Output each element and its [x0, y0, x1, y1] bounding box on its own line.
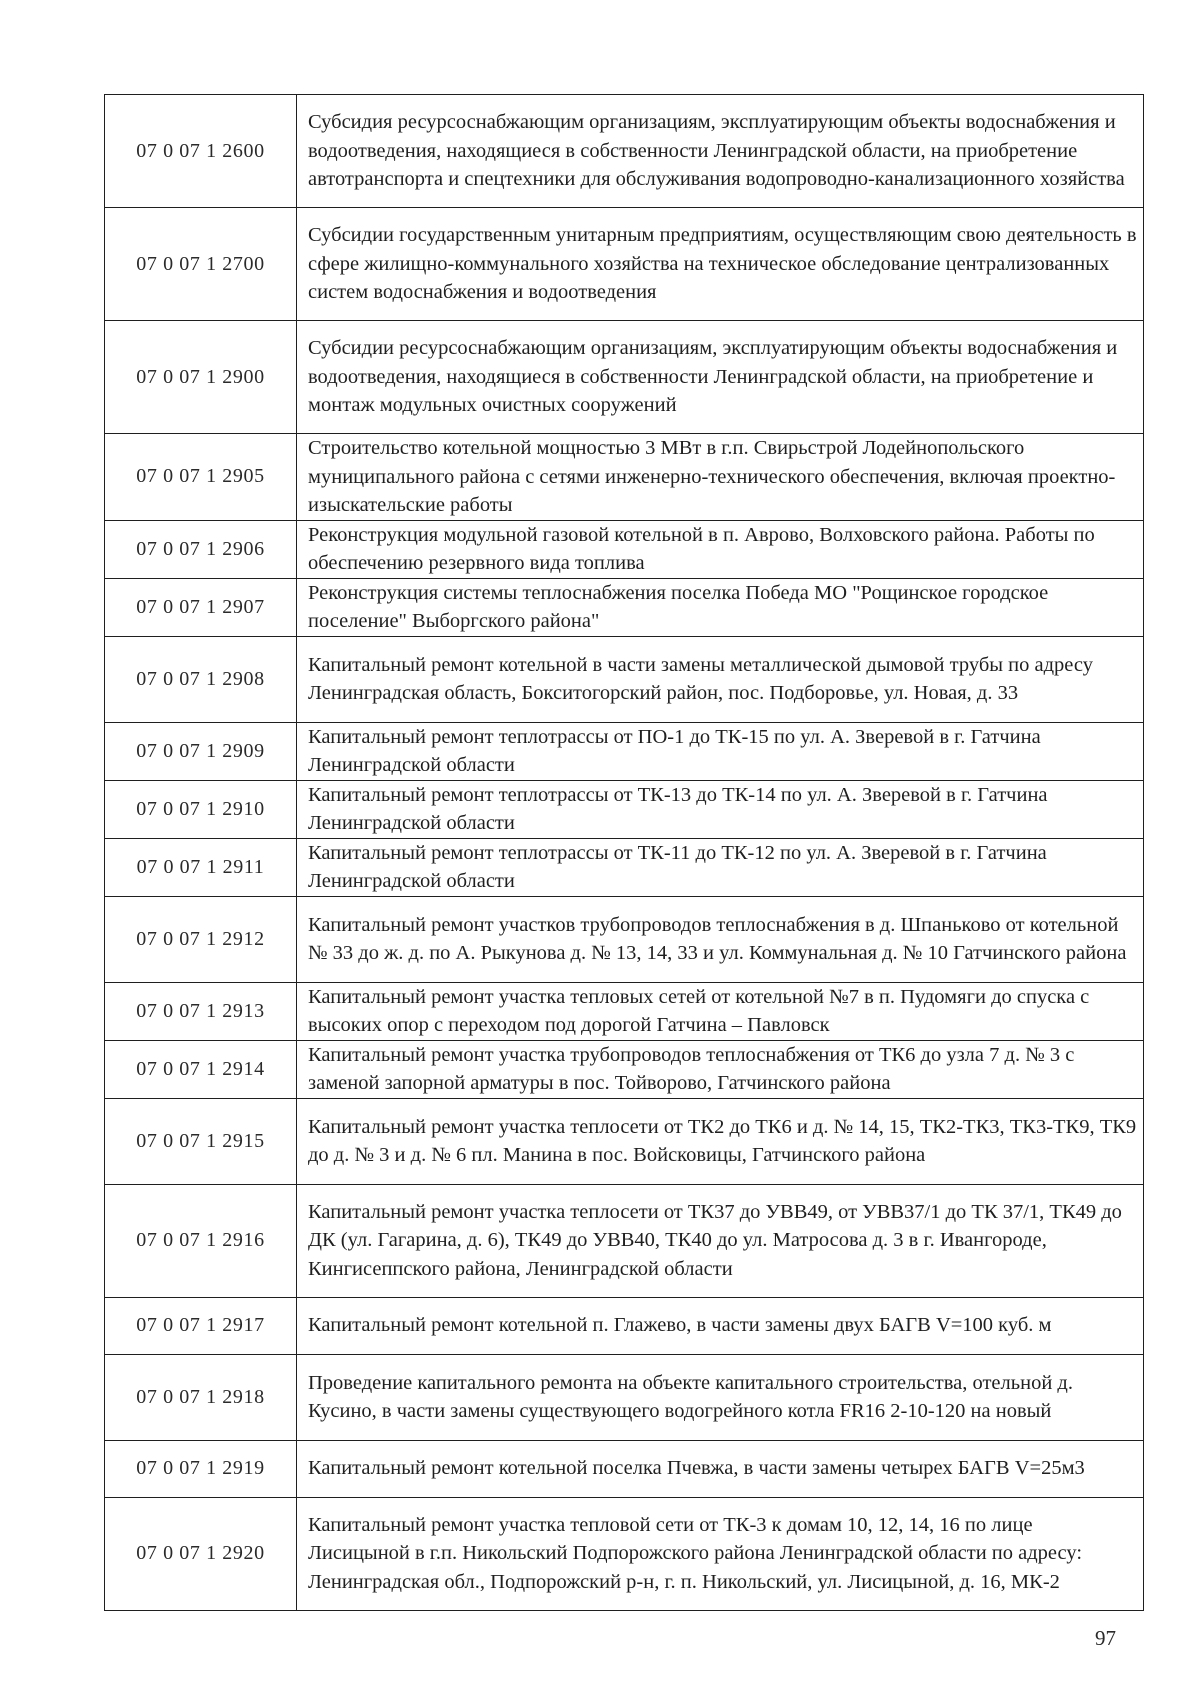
- expense-description: Реконструкция модульной газовой котельной в п. Аврово, Волховского района. Работы по обеспечению резервного вида топлива: [297, 520, 1144, 578]
- classification-code: 07 0 07 1 2920: [105, 1497, 297, 1610]
- table-row: [105, 838, 1144, 896]
- classification-code: 07 0 07 1 2915: [105, 1098, 297, 1184]
- classification-code: 07 0 07 1 2908: [105, 636, 297, 722]
- expense-description: Проведение капитального ремонта на объекте капитального строительства, отельной д. Кусино, в части замены существующего водогрейного котла FR16 2-10-120 на новый: [297, 1354, 1144, 1440]
- expense-description: Субсидия ресурсоснабжающим организациям, эксплуатирующим объекты водоснабжения и водоотведения, находящиеся в собственности Ленинградской области, на приобретение автотранспорта и спецтехники для обслуживания водопроводно-канализационного хозяйства: [297, 95, 1144, 208]
- table-row: [105, 578, 1144, 636]
- expense-description: Капитальный ремонт участка теплосети от ТК2 до ТК6 и д. № 14, 15, ТК2-ТК3, ТК3-ТК9, ТК9 до д. № 3 и д. № 6 пл. Манина в пос. Войсковицы, Гатчинского района: [297, 1098, 1144, 1184]
- classification-code: 07 0 07 1 2914: [105, 1040, 297, 1098]
- classification-code: 07 0 07 1 2900: [105, 321, 297, 434]
- expense-description: Реконструкция системы теплоснабжения поселка Победа МО "Рощинское городское поселение" Выборгского района": [297, 578, 1144, 636]
- table-row: [105, 520, 1144, 578]
- classification-code: 07 0 07 1 2912: [105, 896, 297, 982]
- table-row: [105, 434, 1144, 521]
- classification-code: 07 0 07 1 2913: [105, 982, 297, 1040]
- table-row: [105, 982, 1144, 1040]
- classification-code: 07 0 07 1 2917: [105, 1297, 297, 1354]
- table-row: [105, 1497, 1144, 1610]
- expense-description: Капитальный ремонт котельной поселка Пчевжа, в части замены четырех БАГВ V=25м3: [297, 1440, 1144, 1497]
- classification-code: 07 0 07 1 2700: [105, 208, 297, 321]
- expense-description: Капитальный ремонт котельной в части замены металлической дымовой трубы по адресу Ленинградская область, Бокситогорский район, пос. Подборовье, ул. Новая, д. 33: [297, 636, 1144, 722]
- table-row: [105, 1184, 1144, 1297]
- classification-code: 07 0 07 1 2916: [105, 1184, 297, 1297]
- expense-description: Капитальный ремонт котельной п. Глажево, в части замены двух БАГВ V=100 куб. м: [297, 1297, 1144, 1354]
- expense-description: Капитальный ремонт теплотрассы от ТК-11 до ТК-12 по ул. А. Зверевой в г. Гатчина Ленинградской области: [297, 838, 1144, 896]
- table-row: [105, 636, 1144, 722]
- expense-description: Капитальный ремонт теплотрассы от ТК-13 до ТК-14 по ул. А. Зверевой в г. Гатчина Ленинградской области: [297, 780, 1144, 838]
- expense-description: Субсидии государственным унитарным предприятиям, осуществляющим свою деятельность в сфере жилищно-коммунального хозяйства на техническое обследование централизованных систем водоснабжения и водоотведения: [297, 208, 1144, 321]
- classification-code: 07 0 07 1 2918: [105, 1354, 297, 1440]
- budget-classification-table: [104, 94, 1144, 1611]
- table-row: [105, 208, 1144, 321]
- table-row: [105, 321, 1144, 434]
- table-row: [105, 1098, 1144, 1184]
- table-row: [105, 1440, 1144, 1497]
- expense-description: Капитальный ремонт участка тепловой сети от ТК-3 к домам 10, 12, 14, 16 по лице Лисицыной в г.п. Никольский Подпорожского района Ленинградской области по адресу: Ленинградская обл., Подпорожский р-н, г. п. Никольский, ул. Лисицыной, д. 16, МК-2: [297, 1497, 1144, 1610]
- classification-code: 07 0 07 1 2911: [105, 838, 297, 896]
- classification-code: 07 0 07 1 2907: [105, 578, 297, 636]
- classification-code: 07 0 07 1 2919: [105, 1440, 297, 1497]
- page-number: 97: [1095, 1626, 1116, 1650]
- classification-code: 07 0 07 1 2905: [105, 434, 297, 521]
- expense-description: Капитальный ремонт участка теплосети от ТК37 до УВВ49, от УВВ37/1 до ТК 37/1, ТК49 до ДК (ул. Гагарина, д. 6), ТК49 до УВВ40, ТК40 до ул. Матросова д. 3 в г. Ивангороде, Кингисеппского района, Ленинградской области: [297, 1184, 1144, 1297]
- expense-description: Капитальный ремонт участка тепловых сетей от котельной №7 в п. Пудомяги до спуска с высоких опор с переходом под дорогой Гатчина – Павловск: [297, 982, 1144, 1040]
- expense-description: Субсидии ресурсоснабжающим организациям, эксплуатирующим объекты водоснабжения и водоотведения, находящиеся в собственности Ленинградской области, на приобретение и монтаж модульных очистных сооружений: [297, 321, 1144, 434]
- table-row: [105, 1297, 1144, 1354]
- table-row: [105, 896, 1144, 982]
- classification-code: 07 0 07 1 2909: [105, 722, 297, 780]
- expense-description: Капитальный ремонт участков трубопроводов теплоснабжения в д. Шпаньково от котельной № 33 до ж. д. по А. Рыкунова д. № 13, 14, 33 и ул. Коммунальная д. № 10 Гатчинского района: [297, 896, 1144, 982]
- table-row: [105, 1354, 1144, 1440]
- expense-description: Капитальный ремонт участка трубопроводов теплоснабжения от ТК6 до узла 7 д. № 3 с заменой запорной арматуры в пос. Тойворово, Гатчинского района: [297, 1040, 1144, 1098]
- expense-description: Строительство котельной мощностью 3 МВт в г.п. Свирьстрой Лодейнопольского муниципального района с сетями инженерно-технического обеспечения, включая проектно-изыскательские работы: [297, 434, 1144, 521]
- table-row: [105, 780, 1144, 838]
- classification-code: 07 0 07 1 2910: [105, 780, 297, 838]
- table-row: [105, 95, 1144, 208]
- table-row: [105, 1040, 1144, 1098]
- classification-code: 07 0 07 1 2906: [105, 520, 297, 578]
- expense-description: Капитальный ремонт теплотрассы от ПО-1 до ТК-15 по ул. А. Зверевой в г. Гатчина Ленинградской области: [297, 722, 1144, 780]
- classification-code: 07 0 07 1 2600: [105, 95, 297, 208]
- table-row: [105, 722, 1144, 780]
